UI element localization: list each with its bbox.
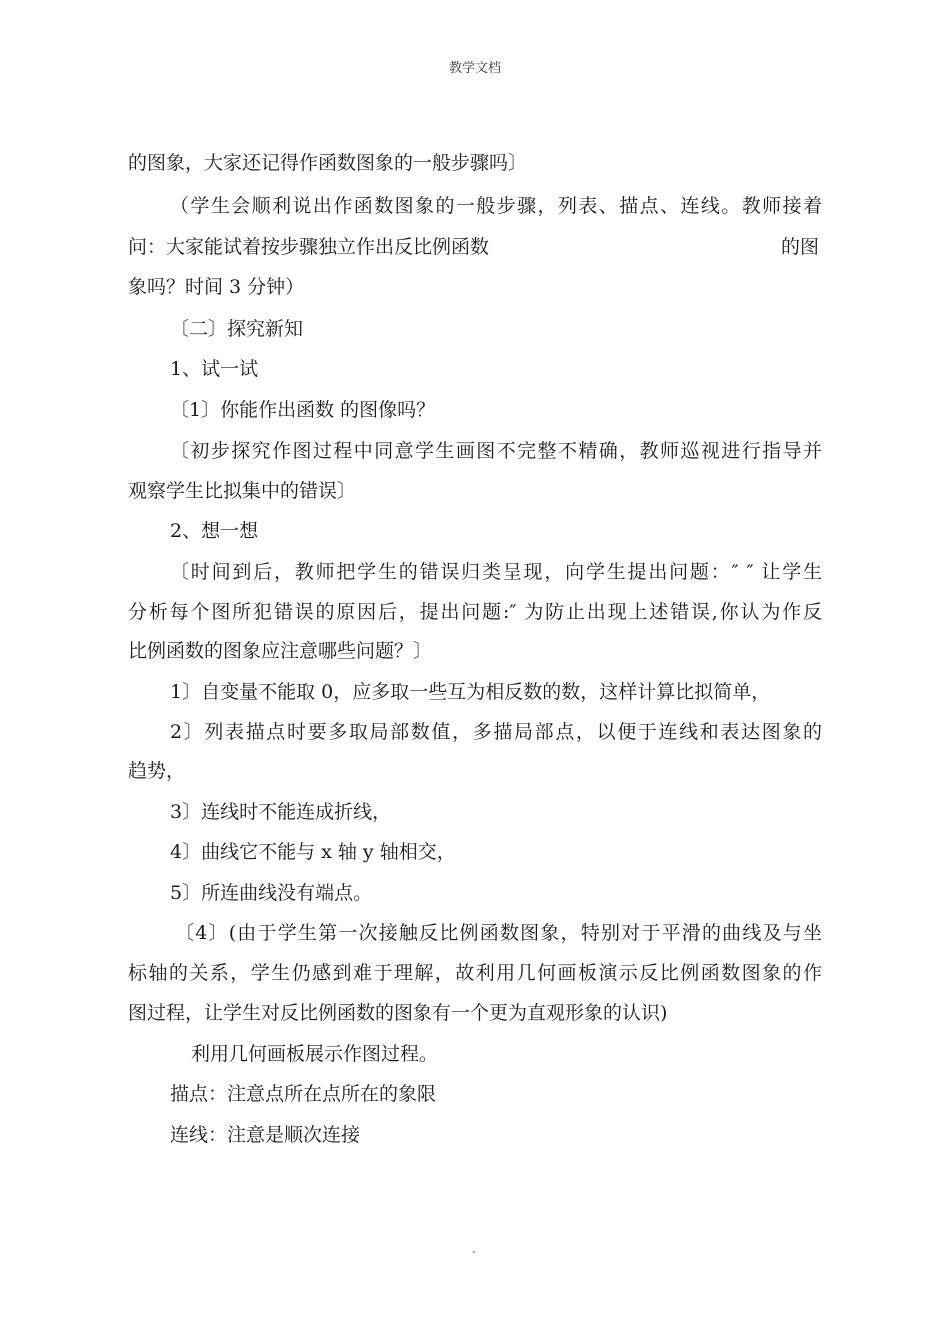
text-line: 观察学生比拟集中的错误〕 [128,480,357,502]
text-line: 〔4〕(由于学生第一次接触反比例函数图象，特别对于平滑的曲线及与坐 [175,922,822,944]
text-line: 象吗？时间 3 分钟） [128,276,305,298]
text-line: 描点：注意点所在点所在的象限 [170,1083,437,1105]
text-line: 标轴的关系，学生仍感到难于理解，故利用几何画板演示反比例函数图象的作 [128,962,822,984]
subsection-heading: 2、想一想 [170,520,259,542]
text-line: 〔初步探究作图过程中同意学生画图不完整不精确，教师巡视进行指导并 [170,440,822,462]
text-line: 利用几何画板展示作图过程。 [191,1043,439,1065]
text-line: 比例函数的图象应注意哪些问题？〕 [128,640,433,662]
text-line: （学生会顺利说出作函数图象的一般步骤，列表、描点、连线。教师接着 [170,195,822,217]
section-heading: 〔二〕探究新知 [170,318,304,340]
text-line: 问：大家能试着按步骤独立作出反比例函数 [128,236,490,258]
page-header: 教学文档 [448,61,501,76]
list-item: 4〕曲线它不能与 x 轴 y 轴相交， [170,841,456,863]
text-line: 趋势， [128,760,186,782]
list-item: 5〕所连曲线没有端点。 [170,882,373,904]
page-footer-mark: . [472,1242,476,1256]
text-line: 图过程，让学生对反比例函数的图象有一个更为直观形象的认识) [128,1002,668,1024]
text-line: 〔1〕你能作出函数 的图像吗？ [170,399,436,421]
text-line: 〔时间到后，教师把学生的错误归类呈现，向学生提出问题：″ ″ 让学生 [170,561,822,583]
text-line: 的图象，大家还记得作函数图象的一般步骤吗〕 [128,152,528,174]
list-item: 2〕列表描点时要多取局部数值，多描局部点，以便于连线和表达图象的 [170,721,822,743]
list-item: 3〕连线时不能连成折线， [170,801,392,823]
text-line: 连线：注意是顺次连接 [170,1124,361,1146]
subsection-heading: 1、试一试 [170,358,259,380]
list-item: 1〕自变量不能取 0，应多取一些互为相反数的数，这样计算比拟简单， [170,681,771,703]
text-line: 分析每个图所犯错误的原因后，提出问题:″ 为防止出现上述错误,你认为作反 [128,601,822,623]
text-line: 的图 [781,236,820,258]
